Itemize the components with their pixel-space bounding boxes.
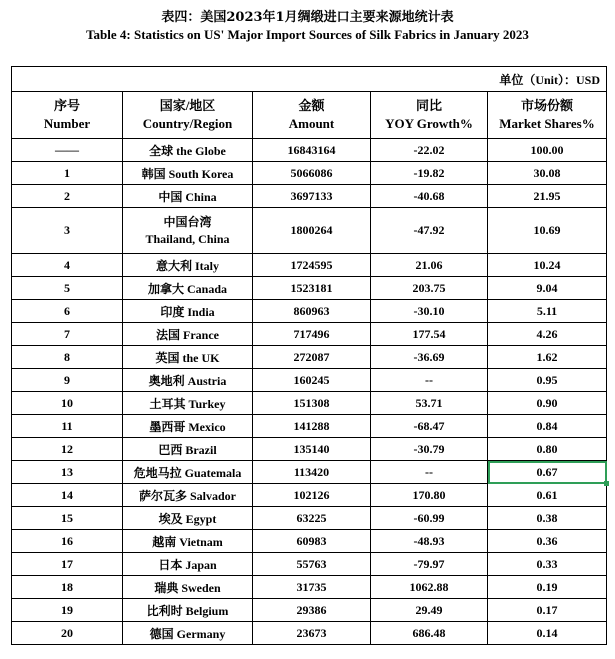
cell-yoy-growth[interactable]: -- (371, 369, 488, 392)
cell-number[interactable]: 2 (12, 185, 123, 208)
import-sources-table (11, 66, 607, 645)
cell-number[interactable]: 5 (12, 277, 123, 300)
cell-amount[interactable]: 1523181 (253, 277, 371, 300)
cell-amount[interactable]: 141288 (253, 415, 371, 438)
cell-market-share[interactable]: 0.95 (488, 369, 607, 392)
cell-yoy-growth[interactable]: -36.69 (371, 346, 488, 369)
cell-market-share[interactable]: 0.90 (488, 392, 607, 415)
cell-market-share[interactable]: 0.19 (488, 576, 607, 599)
cell-amount[interactable]: 160245 (253, 369, 371, 392)
cell-yoy-growth[interactable]: 1062.88 (371, 576, 488, 599)
cell-country-region[interactable]: 比利时 Belgium (123, 599, 253, 622)
cell-yoy-growth[interactable]: 203.75 (371, 277, 488, 300)
header-yoy-growth[interactable]: 同比 YOY Growth% (371, 92, 488, 139)
cell-yoy-growth[interactable]: 29.49 (371, 599, 488, 622)
table-row (12, 553, 607, 576)
cell-number[interactable]: 8 (12, 346, 123, 369)
cell-country-region[interactable]: 韩国 South Korea (123, 162, 253, 185)
cell-market-share[interactable]: 0.36 (488, 530, 607, 553)
cell-number[interactable]: 6 (12, 300, 123, 323)
table-row (12, 323, 607, 346)
cell-market-share[interactable]: 0.38 (488, 507, 607, 530)
cell-amount[interactable]: 16843164 (253, 139, 371, 162)
cell-country-region[interactable]: 瑞典 Sweden (123, 576, 253, 599)
cell-market-share[interactable]: 0.61 (488, 484, 607, 507)
cell-market-share[interactable]: 100.00 (488, 139, 607, 162)
cell-amount[interactable]: 3697133 (253, 185, 371, 208)
table-title-english: Table 4: Statistics on US' Major Import Sources of Silk Fabrics in January 2023 (86, 27, 529, 42)
cell-amount[interactable]: 31735 (253, 576, 371, 599)
cell-country-region[interactable]: 墨西哥 Mexico (123, 415, 253, 438)
cell-number[interactable]: 16 (12, 530, 123, 553)
cell-market-share[interactable]: 21.95 (488, 185, 607, 208)
table-row (12, 162, 607, 185)
cell-country-region[interactable]: 土耳其 Turkey (123, 392, 253, 415)
cell-number[interactable]: 10 (12, 392, 123, 415)
cell-number[interactable]: 13 (12, 461, 123, 484)
cell-yoy-growth[interactable]: -- (371, 461, 488, 484)
table-row (12, 254, 607, 277)
table-row (12, 208, 607, 254)
cell-country-region[interactable]: 中国台湾 Thailand, China (123, 208, 253, 254)
cell-amount[interactable]: 102126 (253, 484, 371, 507)
table-row (12, 277, 607, 300)
cell-yoy-growth[interactable]: 21.06 (371, 254, 488, 277)
cell-number[interactable]: 4 (12, 254, 123, 277)
cell-yoy-growth[interactable]: -79.97 (371, 553, 488, 576)
unit-label[interactable]: 单位（Unit）：USD (12, 67, 607, 92)
cell-market-share[interactable]: 10.24 (488, 254, 607, 277)
cell-yoy-growth[interactable]: -48.93 (371, 530, 488, 553)
cell-yoy-growth[interactable]: -68.47 (371, 415, 488, 438)
cell-amount[interactable]: 272087 (253, 346, 371, 369)
cell-country-region[interactable]: 埃及 Egypt (123, 507, 253, 530)
table-row (12, 530, 607, 553)
header-country-region[interactable]: 国家/地区 Country/Region (123, 92, 253, 139)
table-row (12, 484, 607, 507)
cell-country-region[interactable]: 危地马拉 Guatemala (123, 461, 253, 484)
table-row (12, 507, 607, 530)
cell-yoy-growth[interactable]: -30.79 (371, 438, 488, 461)
table-row (12, 346, 607, 369)
cell-market-share[interactable]: 0.80 (488, 438, 607, 461)
cell-amount[interactable]: 1724595 (253, 254, 371, 277)
cell-country-region[interactable]: 奥地利 Austria (123, 369, 253, 392)
cell-market-share[interactable]: 10.69 (488, 208, 607, 254)
unit-row (12, 67, 607, 92)
cell-country-region[interactable]: 法国 France (123, 323, 253, 346)
cell-amount[interactable]: 717496 (253, 323, 371, 346)
cell-number[interactable]: 17 (12, 553, 123, 576)
cell-country-region[interactable]: 意大利 Italy (123, 254, 253, 277)
cell-number[interactable]: 7 (12, 323, 123, 346)
fill-handle[interactable] (604, 481, 609, 486)
table-row (12, 300, 607, 323)
cell-country-region[interactable]: 越南 Vietnam (123, 530, 253, 553)
cell-amount[interactable]: 55763 (253, 553, 371, 576)
cell-yoy-growth[interactable]: -40.68 (371, 185, 488, 208)
cell-yoy-growth[interactable]: -47.92 (371, 208, 488, 254)
cell-number[interactable]: 11 (12, 415, 123, 438)
cell-country-region[interactable]: 巴西 Brazil (123, 438, 253, 461)
cell-number[interactable]: —— (12, 139, 123, 162)
cell-yoy-growth[interactable]: -30.10 (371, 300, 488, 323)
header-row (12, 92, 607, 139)
cell-amount[interactable]: 23673 (253, 622, 371, 645)
cell-yoy-growth[interactable]: 53.71 (371, 392, 488, 415)
cell-country-region[interactable]: 中国 China (123, 185, 253, 208)
cell-market-share[interactable]: 9.04 (488, 277, 607, 300)
selected-cell-market-share[interactable]: 0.67 (488, 461, 607, 484)
cell-number[interactable]: 3 (12, 208, 123, 254)
cell-market-share[interactable]: 0.84 (488, 415, 607, 438)
cell-market-share[interactable]: 0.17 (488, 599, 607, 622)
cell-country-region[interactable]: 全球 the Globe (123, 139, 253, 162)
cell-amount[interactable]: 29386 (253, 599, 371, 622)
cell-country-region[interactable]: 德国 Germany (123, 622, 253, 645)
cell-number[interactable]: 9 (12, 369, 123, 392)
cell-yoy-growth[interactable]: 686.48 (371, 622, 488, 645)
cell-number[interactable]: 20 (12, 622, 123, 645)
cell-amount[interactable]: 63225 (253, 507, 371, 530)
header-number[interactable]: 序号 Number (12, 92, 123, 139)
cell-yoy-growth[interactable]: 177.54 (371, 323, 488, 346)
cell-country-region[interactable]: 加拿大 Canada (123, 277, 253, 300)
table-row (12, 392, 607, 415)
table-row (12, 461, 607, 484)
table-row (12, 576, 607, 599)
cell-amount[interactable]: 151308 (253, 392, 371, 415)
cell-amount[interactable]: 60983 (253, 530, 371, 553)
cell-number[interactable]: 1 (12, 162, 123, 185)
table-row (12, 438, 607, 461)
table-row (12, 415, 607, 438)
cell-yoy-growth[interactable]: -22.02 (371, 139, 488, 162)
cell-market-share[interactable]: 30.08 (488, 162, 607, 185)
table-row (12, 599, 607, 622)
table-row (12, 622, 607, 645)
cell-yoy-growth[interactable]: 170.80 (371, 484, 488, 507)
cell-yoy-growth[interactable]: -60.99 (371, 507, 488, 530)
cell-amount[interactable]: 1800264 (253, 208, 371, 254)
cell-number[interactable]: 12 (12, 438, 123, 461)
cell-amount[interactable]: 135140 (253, 438, 371, 461)
cell-yoy-growth[interactable]: -19.82 (371, 162, 488, 185)
cell-amount[interactable]: 860963 (253, 300, 371, 323)
cell-market-share[interactable]: 1.62 (488, 346, 607, 369)
cell-number[interactable]: 18 (12, 576, 123, 599)
cell-number[interactable]: 14 (12, 484, 123, 507)
header-amount[interactable]: 金额 Amount (253, 92, 371, 139)
table-title-chinese: 表四：美国2023年1月绸缎进口主要来源地统计表 (161, 10, 454, 25)
cell-country-region[interactable]: 萨尔瓦多 Salvador (123, 484, 253, 507)
cell-market-share[interactable]: 4.26 (488, 323, 607, 346)
cell-amount[interactable]: 5066086 (253, 162, 371, 185)
cell-country-region[interactable]: 印度 India (123, 300, 253, 323)
cell-market-share[interactable]: 5.11 (488, 300, 607, 323)
header-market-shares[interactable]: 市场份额 Market Shares% (488, 92, 607, 139)
table-row (12, 369, 607, 392)
table-row (12, 185, 607, 208)
cell-market-share[interactable]: 0.14 (488, 622, 607, 645)
table-row (12, 139, 607, 162)
cell-amount[interactable]: 113420 (253, 461, 371, 484)
cell-country-region[interactable]: 日本 Japan (123, 553, 253, 576)
cell-country-region[interactable]: 英国 the UK (123, 346, 253, 369)
cell-market-share[interactable]: 0.33 (488, 553, 607, 576)
cell-number[interactable]: 19 (12, 599, 123, 622)
cell-number[interactable]: 15 (12, 507, 123, 530)
